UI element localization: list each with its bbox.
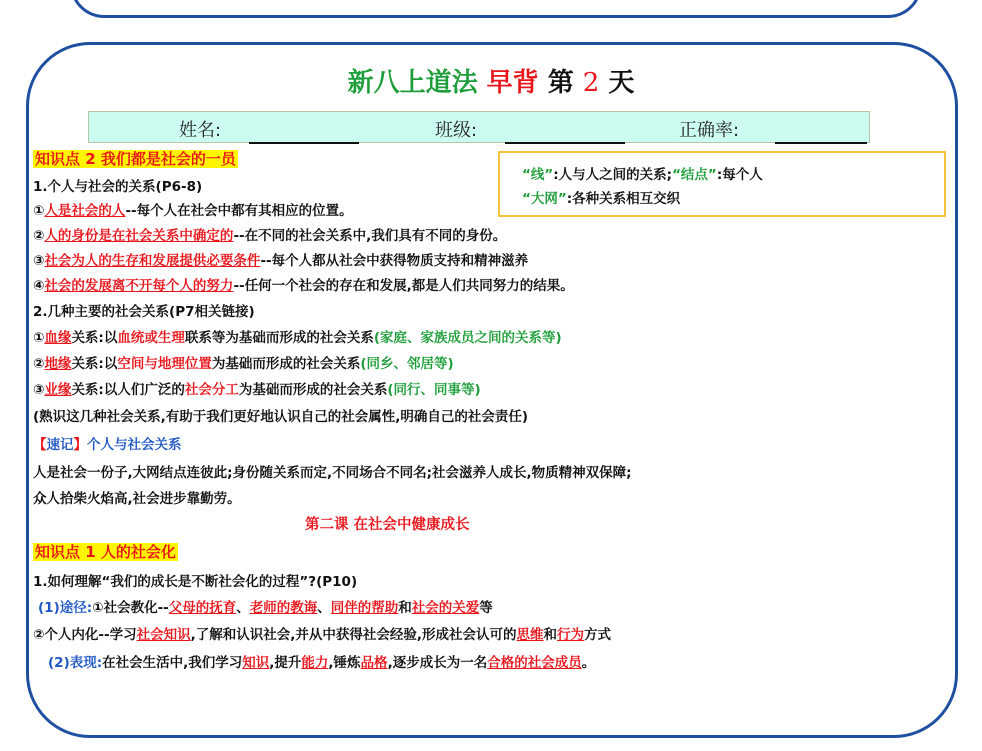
- s2-item-3: ③业缘关系:以人们广泛的社会分工为基础而形成的社会关系(同行、同事等): [33, 382, 481, 398]
- section-1-title: 1.个人与社会的关系(P6-8): [33, 179, 203, 195]
- s2-item-2: ②地缘关系:以空间与地理位置为基础而形成的社会关系(同乡、邻居等): [33, 356, 454, 372]
- memo-line-1: 人是社会一份子,大网结点连彼此;身份随关系而定,不同场合不同名;社会滋养人成长,物质精神双保障;: [33, 465, 632, 481]
- q1-performance-line: (2)表现:在社会生活中,我们学习知识,提升能力,锤炼品格,逐步成长为一名合格的社会成员。: [48, 655, 596, 671]
- s1-item-2: ②人的身份是在社会关系中确定的--在不同的社会关系中,我们具有不同的身份。: [33, 228, 507, 244]
- title-di: 第: [547, 68, 574, 98]
- s2-item-1: ①血缘关系:以血统或生理联系等为基础而形成的社会关系(家庭、家族成员之间的关系等): [33, 330, 562, 346]
- question-1-title: 1.如何理解“我们的成长是不断社会化的过程”?(P10): [33, 574, 358, 590]
- name-bar: [88, 111, 870, 143]
- q1-path-line: (1)途径:①社会教化--父母的抚育、老师的教诲、同伴的帮助和社会的关爱等: [38, 600, 493, 616]
- title-morning: 早背: [486, 68, 539, 98]
- name-label: 姓名:: [179, 120, 222, 141]
- top-frame: [70, 0, 922, 18]
- title-tian: 天: [608, 68, 635, 98]
- memo-line-2: 众人拾柴火焰高,社会进步靠勤劳。: [33, 491, 241, 507]
- accuracy-label: 正确率:: [679, 120, 740, 141]
- class-label: 班级:: [435, 120, 478, 141]
- kp1-heading: 知识点 1 人的社会化: [35, 543, 176, 561]
- name-blank[interactable]: [249, 122, 359, 144]
- callout-box: [498, 151, 946, 217]
- s1-item-3: ③社会为人的生存和发展提供必要条件--每个人都从社会中获得物质支持和精神滋养: [33, 253, 529, 269]
- memo-heading: 【速记】个人与社会关系: [33, 437, 182, 453]
- section-2-title: 2.几种主要的社会关系(P7相关链接): [33, 304, 255, 320]
- lesson-title: 第二课 在社会中健康成长: [305, 517, 470, 533]
- kp2-heading: 知识点 2 我们都是社会的一员: [35, 150, 236, 168]
- title-subject: 新八上道法: [347, 68, 478, 98]
- s2-note: (熟识这几种社会关系,有助于我们更好地认识自己的社会属性,明确自己的社会责任): [33, 409, 529, 425]
- callout-line-2: “大网”:各种关系相互交织: [522, 191, 681, 207]
- accuracy-blank[interactable]: [775, 122, 867, 144]
- class-blank[interactable]: [505, 122, 625, 144]
- s1-item-1: ①人是社会的人--每个人在社会中都有其相应的位置。: [33, 203, 353, 219]
- title-day-number: 2: [582, 68, 600, 98]
- s1-item-4: ④社会的发展离不开每个人的努力--任何一个社会的存在和发展,都是人们共同努力的结果。: [33, 278, 574, 294]
- callout-line-1: “线”:人与人之间的关系;“结点”:每个人: [522, 167, 763, 183]
- q1-internal-line: ②个人内化--学习社会知识,了解和认识社会,并从中获得社会经验,形成社会认可的思维和行为方式: [33, 627, 612, 643]
- page-title: [0, 62, 982, 99]
